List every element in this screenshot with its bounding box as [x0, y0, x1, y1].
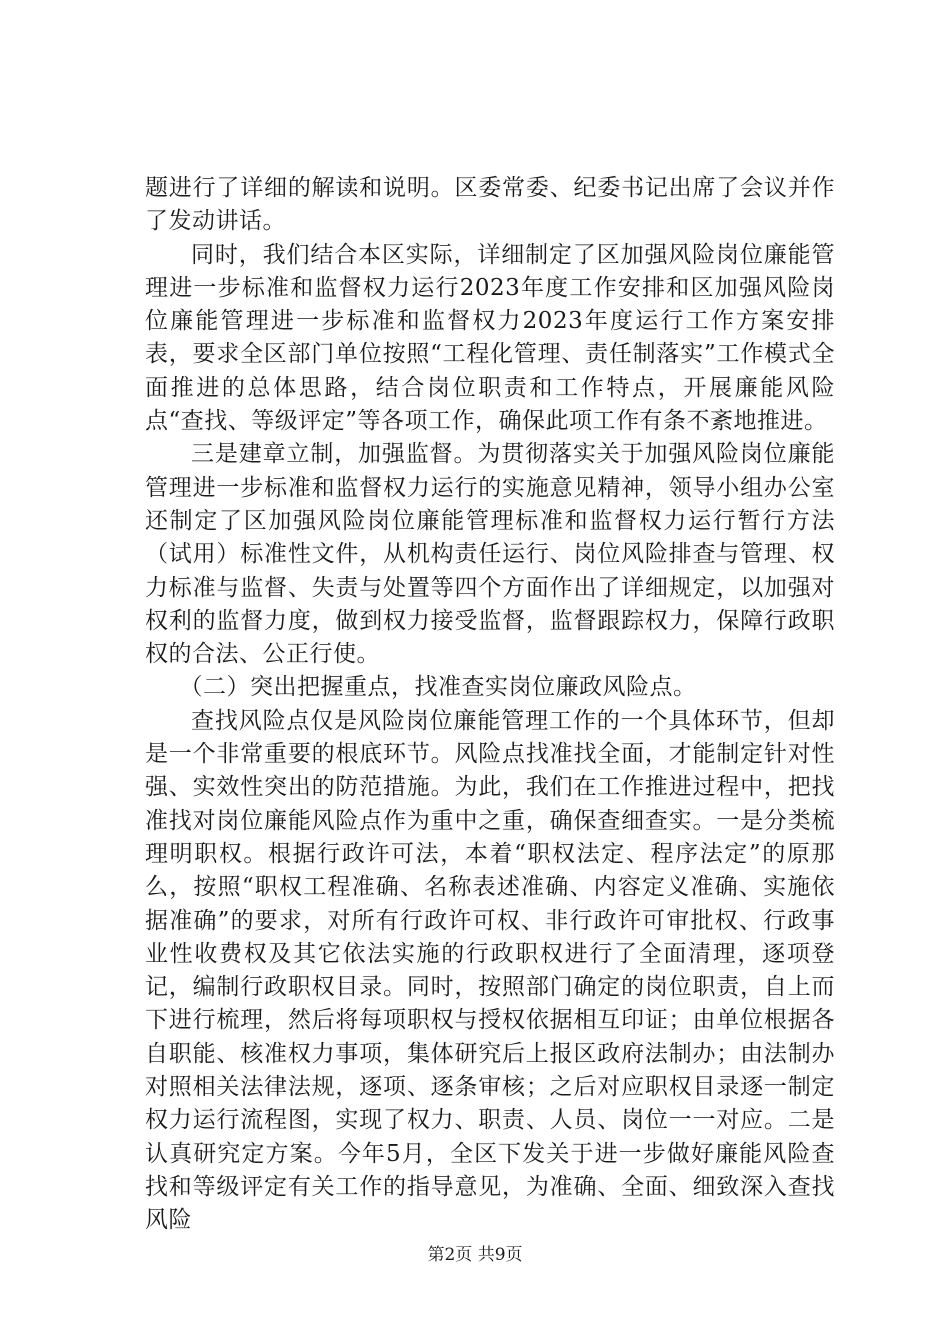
section-heading: （二）突出把握重点，找准查实岗位廉政风险点。 — [179, 674, 697, 701]
paragraph-work-plan: 同时，我们结合本区实际，详细制定了区加强风险岗位廉能管理进一步标准和监督权力运行2023年度工作安排和区加强风险岗位廉能管理进一步标准和监督权力2023年度运行工作方案安排表，要求全区部门单位按照“工程化管理、责任制落实”工作模式全面推进的总体思路，结合岗位职责和工作特点，开展廉能风险点“查找、等级评定”等各项工作，确保此项工作有条不紊地推进。 — [145, 241, 835, 435]
paragraph-continuation: 题进行了详细的解读和说明。区委常委、纪委书记出席了会议并作了发动讲话。 — [145, 175, 835, 235]
paragraph-risk-points: 查找风险点仅是风险岗位廉能管理工作的一个具体环节，但却是一个非常重要的根底环节。风险点找准找全面，才能制定针对性强、实效性突出的防范措施。为此，我们在工作推进过程中，把找准找对岗位廉能风险点作为重中之重，确保查细查实。一是分类梳理明职权。根据行政许可法，本着“职权法定、程序法定”的原那么，按照“职权工程准确、名称表述准确、内容定义准确、实施依据准确”的要求，对所有行政许可权、非行政许可审批权、行政事业性收费权及其它依法实施的行政职权进行了全面清理，逐项登记，编制行政职权目录。同时，按照部门确定的岗位职责，自上而下进行梳理，然后将每项职权与授权依据相互印证；由单位根据各自职能、核准权力事项，集体研究后上报区政府法制办；由法制办对照相关法律法规，逐项、逐条审核；之后对应职权目录逐一制定权力运行流程图，实现了权力、职责、人员、岗位一一对应。二是认真研究定方案。今年5月，全区下发关于进一步做好廉能风险查找和等级评定有关工作的指导意见，为准确、全面、细致深入查找风险 — [145, 707, 835, 1234]
page-number: 第2页 共9页 — [427, 1245, 523, 1265]
paragraph-regulations: 三是建章立制，加强监督。为贯彻落实关于加强风险岗位廉能管理进一步标准和监督权力运行的实施意见精神，领导小组办公室还制定了区加强风险岗位廉能管理标准和监督权力运行暂行方法（试用）标准性文件，从机构责任运行、岗位风险排查与管理、权力标准与监督、失责与处置等四个方面作出了详细规定，以加强对权利的监督力度，做到权力接受监督，监督跟踪权力，保障行政职权的合法、公正行使。 — [145, 441, 835, 668]
page-footer — [0, 1240, 950, 1265]
document-body — [145, 172, 835, 1238]
